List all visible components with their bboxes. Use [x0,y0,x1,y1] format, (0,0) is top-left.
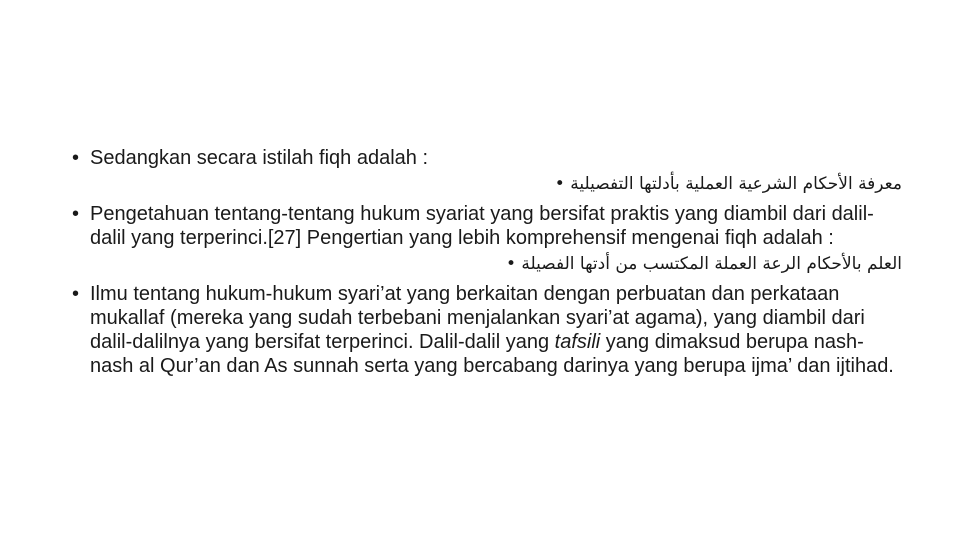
paragraph-text [90,282,902,378]
bullet-paragraph-1 [72,146,902,170]
bullet-paragraph-arabic-2 [72,252,902,276]
paragraph-text-part: yang dimaksud berupa nash-nash al Qur’an dan As sunnah serta yang bercabang darinya yang berupa ijma’ dan ijtihad. [90,331,894,377]
bullet-marker: • [72,147,80,169]
paragraph-text: Pengetahuan tentang-tentang hukum syariat yang bersifat praktis yang diambil dari dalil-dalil yang terperinci.[27] Pengertian yang lebih komprehensif mengenai fiqh adalah : [90,203,874,249]
bullet-paragraph-3 [72,282,902,378]
slide-body [72,146,902,380]
paragraph-text-arabic: معرفة الأحكام الشرعية العملية بأدلتها التفصيلية [570,174,902,194]
paragraph-text-part: Ilmu tentang hukum-hukum syari’at yang berkaitan dengan perbuatan dan perkataan mukallaf (mereka yang sudah terbebani menjalankan syari’at agama), yang diambil dari dalil-dalilnya yang bersifat terperinci. Dalil-dalil yang [90,283,865,353]
bullet-marker: • [72,203,80,225]
bullet-marker: • [554,174,565,194]
paragraph-text: Sedangkan secara istilah fiqh adalah : [90,147,429,169]
paragraph-text-arabic: العلم بالأحكام الرعة العملة المكتسب من أدتها الفصيلة [521,254,902,274]
italic-term: tafsili [554,331,601,353]
bullet-paragraph-arabic-1 [72,172,902,196]
bullet-marker: • [72,283,80,305]
bullet-marker: • [505,254,516,274]
bullet-paragraph-2 [72,202,902,250]
